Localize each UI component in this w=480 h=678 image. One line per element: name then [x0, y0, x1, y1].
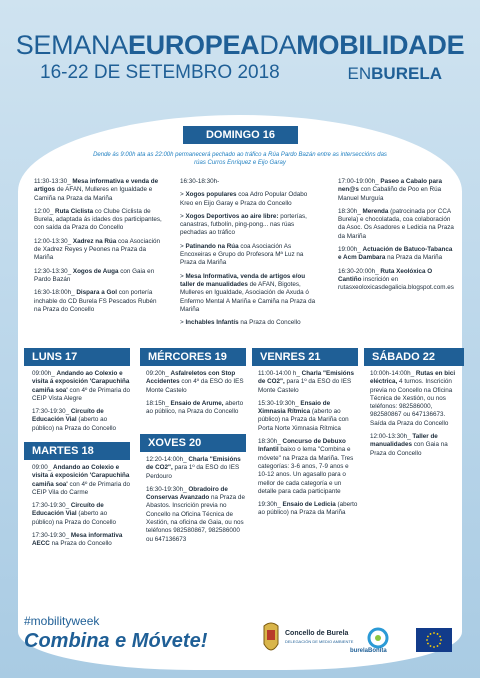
event-title: Ruta Ciclista [55, 207, 94, 215]
event-details: porterías, canastras, futbolín, ping-pong... nas rúas pechadas ao tráfico [180, 212, 307, 237]
event-time: 12:00-13:30_ [34, 237, 73, 245]
event-item [180, 178, 318, 186]
event-item [180, 213, 318, 238]
event-time: 19:00h_ [338, 246, 363, 254]
traffic-note: Dende ás 9:00h ata as 22:00h permanecerá pechado ao tráfico a Rúa Pardo Bazán entre as interseccións das rúas Curros Enríquez e Eijo Garay [93, 152, 387, 166]
event-time: 18:30h_ [258, 438, 283, 446]
event-item [34, 178, 162, 203]
event-item [180, 191, 318, 208]
eu-star-icon [433, 632, 435, 634]
event-time: 19:30h_ [258, 501, 283, 509]
concello-coat-of-arms-icon [262, 620, 280, 658]
event-title: Dispara a Gol [76, 289, 117, 297]
event-item [34, 289, 162, 314]
event-time: 11:30-13:30_ [34, 178, 73, 185]
domingo-heading: DOMINGO 16 [183, 126, 298, 144]
event-time: 16:30-18:00h_ [34, 289, 77, 297]
title-part-mobilidade: MOBILIDADE [296, 30, 465, 60]
event-details: de AFAN, Bigotes, Mulleres en Igualdade, Asociación de Axuda ó Enfermo Mental A Mariña e Camiña na Praza da Mariña [180, 280, 316, 313]
event-item [338, 208, 456, 241]
eu-star-icon [439, 643, 441, 645]
hashtag: #mobilityweek [24, 614, 100, 628]
event-time: 16:30-20:00h_ [338, 267, 381, 275]
burela-bonita-label: burelaBonita [350, 648, 387, 654]
eu-star-icon [433, 646, 435, 648]
event-time: 16:30-19:30h_ [146, 485, 189, 493]
luns-heading: LUNS 17 [24, 348, 130, 366]
event-item [146, 486, 246, 544]
sabado-heading: SÁBADO 22 [364, 348, 464, 366]
domingo-column-3 [338, 178, 456, 298]
event-title: Ruta Xeolóxica O Cantiño [338, 267, 433, 283]
title-part-da: DA [259, 30, 297, 60]
event-time: > [180, 212, 186, 220]
event-item [370, 433, 462, 458]
venres-heading: VENRES 21 [252, 348, 358, 366]
event-title: Charla "Emisións de CO2", [146, 456, 241, 472]
event-time: 17:30-19:30_ [32, 408, 71, 416]
place [348, 64, 442, 84]
event-time: 18:30h_ [338, 207, 363, 215]
eu-star-icon [430, 645, 432, 647]
event-details: con Cabaliño de Poo en Rúa Manuel Murguía [338, 186, 442, 202]
event-details: na Praza de Abastos. Inscrición previa no Concello na Oficina Técnica de Xestión, na oficina de Gaia, ou nos teléfonos 982580867, 982586000 ou 647136673 [146, 494, 245, 543]
event-title: Taller de manualidades [370, 433, 438, 449]
event-item [180, 243, 318, 268]
event-title: Actuación de Batuco-Tabanca e Acm Dambara [338, 246, 453, 262]
event-details: con 4º de Primaria do CEIP Vila do Carme [32, 480, 130, 496]
event-time: 09:00h_ [32, 370, 57, 377]
event-title: Inchables Infantís [185, 319, 239, 327]
event-title: Xadrez na Rúa [72, 237, 117, 245]
event-details: (aberto ao público) na Praza da Mariña con Porta Norte Ximnasia Rítmica [258, 408, 349, 432]
event-time: > [180, 319, 186, 327]
event-time: 10:00h-14:00h_ [370, 370, 416, 377]
event-time: 12:00_ [34, 207, 56, 215]
event-item [34, 268, 162, 285]
event-item [34, 208, 162, 233]
martes-events [32, 464, 130, 554]
event-details: na Praza da Mariña [385, 254, 443, 262]
domingo-column-1 [34, 178, 162, 319]
event-item [34, 238, 162, 263]
event-details: na Praza do Concello [49, 540, 112, 548]
slogan: Combina e Móvete! [24, 630, 208, 652]
event-item [180, 319, 318, 327]
event-title: Ensaio de Ledicia [282, 501, 336, 509]
place-name: BURELA [371, 64, 442, 83]
event-item [258, 438, 358, 496]
event-details: co Clube Ciclista de Burela, adaptada ás idades dos participantes, con saída da Praza do Concello [34, 207, 162, 232]
event-details: (aberto ao público) na Praza do Concello [32, 416, 117, 432]
event-details: aberto ao público, na Praza do Concello [146, 399, 244, 416]
eu-star-icon [426, 639, 428, 641]
event-title: Charla "Emisións de CO2", [258, 370, 354, 386]
event-title: Xogos de Auga [72, 267, 119, 275]
sabado-events [370, 370, 462, 463]
event-item [146, 456, 246, 481]
event-time: > [180, 242, 186, 250]
title-part-europea: EUROPEA [127, 30, 260, 60]
event-item [338, 246, 456, 263]
event-details: na Praza do Concello [238, 319, 301, 327]
event-item [370, 370, 462, 428]
event-title: Mesa informativa e venda de artigos [34, 178, 159, 194]
event-item [32, 532, 130, 549]
place-prefix: EN [347, 64, 372, 83]
event-title: Xogos populares [185, 191, 237, 199]
event-details: (patrocinada por CCA Burela) e chocolatada, coa colaboración da Asoc. Os Asadores e Ledicia na Praza da Mariña [338, 207, 454, 240]
event-item [338, 268, 456, 293]
event-time: 12:00-13:30h_ [370, 433, 413, 441]
xoves-events [146, 456, 246, 549]
event-time: 09:00_ [32, 464, 54, 471]
eu-star-icon [439, 636, 441, 638]
event-item [258, 501, 358, 518]
event-item [146, 370, 246, 395]
event-details: para 1º da ESO do IES Monte Castelo [258, 378, 352, 394]
event-details: baixo o lema "Combina e móvete" na Praza da Mariña. Tres categorías: 3-6 anos, 7-9 anos e 10-12 anos. Un agasallo para o mellor de cada categoría e un detalle para cada participante [258, 446, 354, 495]
event-title: Ensaio de Ximnasia Rítmica [258, 399, 331, 416]
event-item [146, 400, 246, 417]
eu-star-icon [440, 639, 442, 641]
event-time: 11:00-14:00 h_ [258, 370, 302, 377]
event-time: 17:00-19:00h_ [338, 178, 381, 185]
eu-star-icon [427, 643, 429, 645]
event-details: coa Asociación de Xadrez Reyes y Peones na Praza da Mariña [34, 237, 161, 262]
event-details: para 1º da ESO do IES Perdouro [146, 464, 240, 480]
event-item [32, 370, 130, 403]
event-item [32, 464, 130, 497]
event-details: inscrición en rutasxeoloxicasdegalicia.blogspot.com.es [338, 275, 454, 292]
xoves-heading: XOVES 20 [140, 434, 246, 452]
event-title: Patinando na Rúa [185, 242, 239, 250]
martes-heading: MARTES 18 [24, 442, 130, 460]
event-title: Obradoiro de Conservas Avanzado [146, 485, 228, 502]
eu-star-icon [427, 636, 429, 638]
event-item [32, 502, 130, 527]
concello-department: DELEGACIÓN DE MEDIO AMBIENTE [285, 639, 354, 644]
luns-events [32, 370, 130, 438]
event-item [338, 178, 456, 203]
event-title: Concurso de Debuxo Infantil [258, 438, 346, 454]
event-title: Mesa informativa AECC [32, 532, 123, 548]
event-time: 15:30-19:30h_ [258, 399, 301, 407]
dates: 16-22 DE SETEMBRO 2018 [40, 62, 280, 83]
mercores-events [146, 370, 246, 421]
concello-name: Concello de Burela [285, 630, 349, 637]
event-details: (aberto ao público) na Praza do Concello [32, 510, 117, 526]
event-title: Paseo a Cabalo para nen@s [338, 178, 442, 194]
mercores-heading: MÉRCORES 19 [140, 348, 246, 366]
main-title [0, 30, 480, 61]
event-title: Andando ao Colexio e visita á exposición 'Carapuchiña camiña soa' [32, 464, 130, 488]
eu-star-icon [437, 633, 439, 635]
event-title: Merenda [362, 207, 389, 215]
event-title: Ensaio de Arume, [170, 399, 224, 407]
event-details: con 4º de Primaria do CEIP Vista Alegre [32, 386, 130, 402]
event-details: con Gaia na Praza do Concello [370, 441, 448, 457]
event-details: 4 turnos. Inscrición previa no Concello na Oficina Técnica de Xestión, ou nos teléfonos: 982586000, 982580867 ou 647136673. Saída da Praza do Concello [370, 378, 453, 427]
eu-flag-icon [416, 628, 452, 652]
event-details: de AFAN, Mulleres en Igualdade e Camiña na Praza da Mariña [34, 186, 153, 202]
event-item [258, 400, 358, 433]
event-time: > [180, 191, 186, 199]
event-item [258, 370, 358, 395]
event-title: Andando ao Colexio e visita á exposición 'Carapuchiña camiña soa' [32, 370, 130, 394]
event-details: (aberto ao público) na Praza da Mariña [258, 501, 358, 517]
event-time: 12:30-13:30_ [34, 267, 73, 275]
eu-star-icon [430, 633, 432, 635]
event-item [32, 408, 130, 433]
event-details: con 4º da ESO do IES Monte Castelo [146, 378, 244, 394]
event-details: coa Adro Popular Odabo Kreo en Eijo Garay e Praza do Concello [180, 191, 308, 207]
event-time: > [180, 272, 186, 280]
event-time: 17:30-19:30_ [32, 532, 71, 540]
event-title: Circuíto de Educación Vial [32, 502, 104, 518]
event-time: 18:15h_ [146, 399, 171, 407]
title-part-semana: SEMANA [15, 30, 128, 60]
domingo-column-2 [180, 178, 318, 332]
event-item [180, 273, 318, 314]
event-time: 09:20h_ [146, 370, 171, 377]
event-title: Xogos Deportivos ao aire libre: [185, 212, 279, 220]
event-details: con Gaia en Pardo Bazán [34, 267, 155, 283]
event-time: 12:20-14:00h_ [146, 456, 189, 463]
eu-star-icon [437, 645, 439, 647]
event-time: 17:30-19:30_ [32, 502, 71, 510]
event-title: Circuíto de Educación Vial [32, 408, 104, 424]
venres-events [258, 370, 358, 523]
event-time: 16:30-18:30h- [180, 178, 220, 185]
event-title: Asfalreletos con Stop Accidentes [146, 370, 236, 386]
event-title: Mesa Informativa, venda de artigos e/ou taller de manualidades [180, 272, 306, 288]
event-details: con portería inchable do CD Burela FS Pescados Rubén na Praza do Concello [34, 289, 157, 313]
event-title: Rutas en bici eléctrica, [370, 370, 456, 386]
event-details: coa Asociación As Encoxeiras e Grupo do Profesora Mª Luz na Praza da Mariña [180, 242, 304, 267]
